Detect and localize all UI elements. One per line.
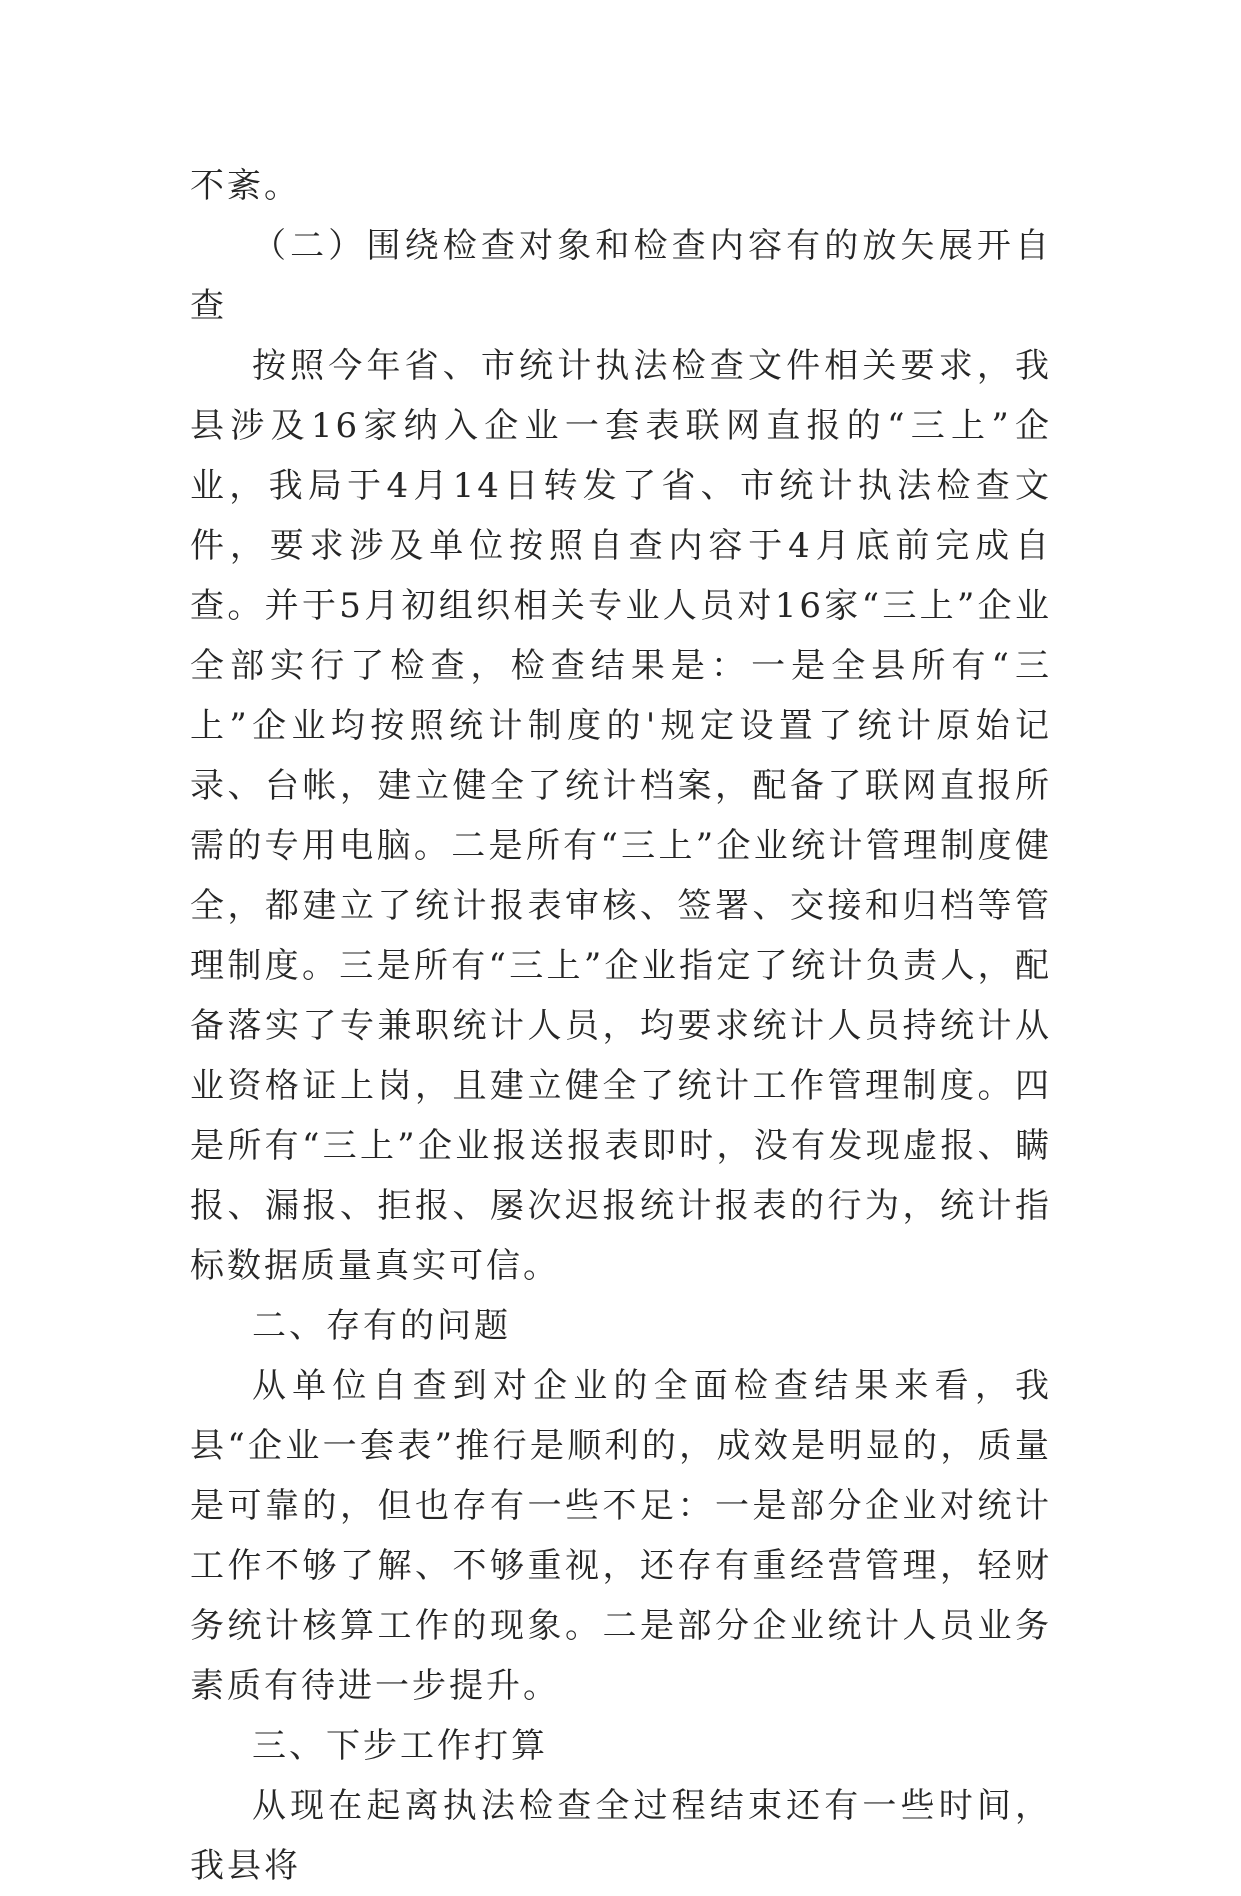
paragraph-next-steps: 从现在起离执法检查全过程结束还有一些时间，我县将 — [190, 1786, 1052, 1886]
section-heading-problems: 二、存有的问题 — [252, 1306, 511, 1346]
section-heading-next-steps: 三、下步工作打算 — [252, 1726, 548, 1766]
section-heading-2: （二）围绕检查对象和检查内容有的放矢展开自查 — [190, 226, 1052, 326]
document-body — [190, 156, 1052, 1896]
paragraph-inspection-results: 按照今年省、市统计执法检查文件相关要求，我县涉及16家纳入企业一套表联网直报的“三上”企业，我局于4月14日转发了省、市统计执法检查文件，要求涉及单位按照自查内容于4月底前完成自查。并于5月初组织相关专业人员对16家“三上”企业全部实行了检查，检查结果是：一是全县所有“三上”企业均按照统计制度的'规定设置了统计原始记录、台帐，建立健全了统计档案，配备了联网直报所需的专用电脑。二是所有“三上”企业统计管理制度健全，都建立了统计报表审核、签署、交接和归档等管理制度。三是所有“三上”企业指定了统计负责人，配备落实了专兼职统计人员，均要求统计人员持统计从业资格证上岗，且建立健全了统计工作管理制度。四是所有“三上”企业报送报表即时，没有发现虚报、瞒报、漏报、拒报、屡次迟报统计报表的行为，统计指标数据质量真实可信。 — [190, 346, 1052, 1286]
paragraph-problems: 从单位自查到对企业的全面检查结果来看，我县“企业一套表”推行是顺利的，成效是明显的，质量是可靠的，但也存有一些不足：一是部分企业对统计工作不够了解、不够重视，还存有重经营管理，轻财务统计核算工作的现象。二是部分企业统计人员业务素质有待进一步提升。 — [190, 1366, 1052, 1706]
paragraph-continuation: 不紊。 — [190, 166, 301, 206]
